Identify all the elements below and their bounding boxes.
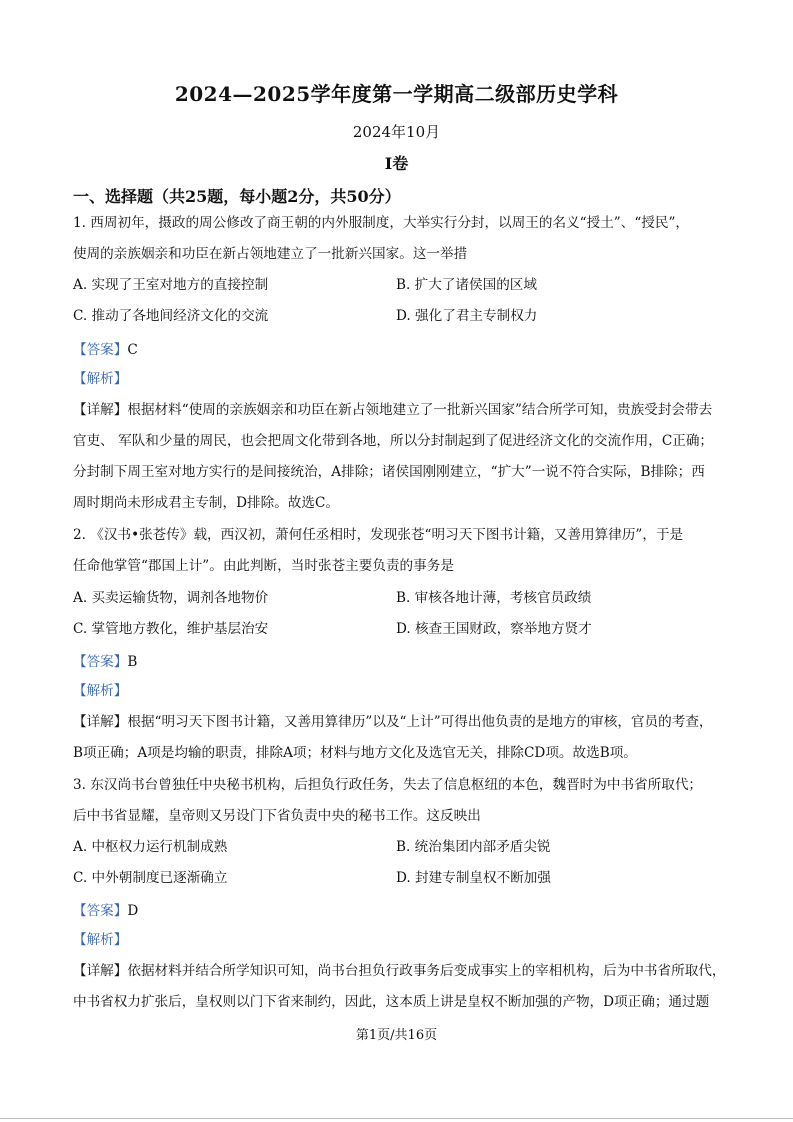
q1-option-b: B. 扩大了诸侯国的区域 (396, 277, 537, 293)
q2-answer (73, 653, 137, 671)
q2-option-d: D. 核查王国财政，察举地方贤才 (396, 621, 592, 637)
answer-label: 【答案】 (73, 342, 128, 358)
q2-detail-line-1 (73, 713, 713, 731)
q1-detail-text-1: 根据材料“使周的亲族姻亲和功臣在新占领地建立了一批新兴国家”结合所学可知，贵族受封会带去 (127, 402, 713, 418)
q3-option-a: A. 中枢权力运行机制成熟 (73, 839, 228, 855)
page-footer: 第1页/共16页 (355, 1028, 438, 1043)
q3-detail-text-1: 依据材料并结合所学知识可知，尚书台担负行政事务后变成事实上的宰相机构，后为中书省所取代， (127, 963, 726, 979)
q3-answer (73, 902, 138, 920)
analysis-label: 【解析】 (73, 683, 128, 699)
document-date: 2024年10月 (352, 123, 441, 141)
q2-option-b: B. 审核各地计薄，考核官员政绩 (396, 590, 592, 606)
q2-detail-text-1: 根据“明习天下图书计籍，又善用算律历”以及“上计”可得出他负责的是地方的审核，官员的考查， (127, 714, 713, 730)
q3-option-b: B. 统治集团内部矛盾尖锐 (396, 839, 551, 855)
q2-answer-value: B (127, 654, 138, 670)
q2-stem-line-1: 2. 《汉书•张苍传》载，西汉初，萧何任丞相时，发现张苍“明习天下图书计籍，又善用算律历”，于是 (73, 527, 684, 543)
q1-answer (73, 341, 138, 359)
document-title: 2024—2025学年度第一学期高二级部历史学科 (174, 82, 619, 106)
detail-label: 【详解】 (73, 963, 128, 979)
q1-detail-line-4: 周时期尚未形成君主专制，D排除。故选C。 (73, 495, 339, 511)
q1-detail-line-1 (73, 401, 712, 419)
q1-answer-value: C (127, 342, 138, 358)
answer-label: 【答案】 (73, 654, 128, 670)
bottom-divider (0, 1118, 793, 1119)
volume-heading: Ⅰ卷 (384, 154, 409, 173)
detail-label: 【详解】 (73, 402, 128, 418)
q2-detail-line-2: B项正确；A项是均输的职责，排除A项；材料与地方文化及选官无关，排除CD项。故选B项。 (73, 745, 637, 761)
q3-analysis (73, 931, 127, 949)
answer-label: 【答案】 (73, 903, 128, 919)
q1-analysis (73, 370, 127, 388)
q1-detail-line-3: 分封制下周王室对地方实行的是间接统治，A排除；诸侯国刚刚建立，“扩大”一说不符合实际，B排除；西 (73, 464, 705, 480)
q1-detail-line-2: 官吏、 军队和少量的周民，也会把周文化带到各地，所以分封制起到了促进经济文化的交流作用，C正确； (73, 433, 714, 449)
q3-detail-line-1 (73, 962, 726, 980)
q1-option-a: A. 实现了王室对地方的直接控制 (73, 277, 269, 293)
q2-option-c: C. 掌管地方教化，维护基层治安 (73, 621, 269, 637)
q1-option-c: C. 推动了各地间经济文化的交流 (73, 308, 269, 324)
q3-answer-value: D (127, 903, 139, 919)
q1-stem-line-1: 1. 西周初年，摄政的周公修改了商王朝的内外服制度，大举实行分封，以周王的名义“授土”、“授民”， (73, 215, 690, 231)
q1-stem-line-2: 使周的亲族姻亲和功臣在新占领地建立了一批新兴国家。这一举措 (73, 246, 468, 262)
q3-option-c: C. 中外朝制度已逐渐确立 (73, 870, 228, 886)
q3-stem-line-1: 3. 东汉尚书台曾独任中央秘书机构，后担负行政任务，失去了信息枢纽的本色，魏晋时为中书省所取代； (73, 777, 703, 793)
detail-label: 【详解】 (73, 714, 128, 730)
q2-stem-line-2: 任命他掌管“郡国上计”。由此判断，当时张苍主要负责的事务是 (73, 558, 454, 574)
section-heading: 一、选择题（共25题，每小题2分，共50分） (73, 187, 401, 206)
q3-detail-line-2: 中书省权力扩张后，皇权则以门下省来制约，因此，这本质上讲是皇权不断加强的产物，D项正确；通过题 (73, 994, 710, 1010)
q3-option-d: D. 封建专制皇权不断加强 (396, 870, 551, 886)
analysis-label: 【解析】 (73, 932, 128, 948)
q3-stem-line-2: 后中书省显耀，皇帝则又另设门下省负责中央的秘书工作。这反映出 (73, 808, 481, 824)
q2-analysis (73, 682, 127, 700)
q2-option-a: A. 买卖运输货物，调剂各地物价 (73, 590, 269, 606)
q1-option-d: D. 强化了君主专制权力 (396, 308, 538, 324)
analysis-label: 【解析】 (73, 371, 128, 387)
